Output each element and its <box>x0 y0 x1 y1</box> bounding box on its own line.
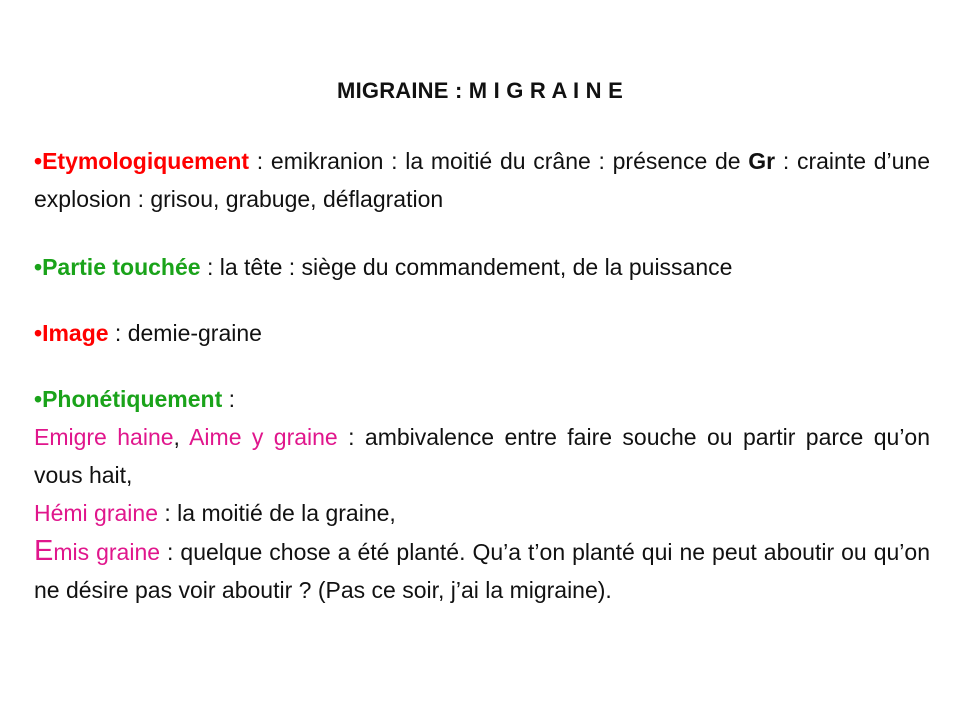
comma: , <box>173 424 190 450</box>
phonetic-colon: : <box>222 386 236 412</box>
affected-part-paragraph <box>34 248 930 286</box>
etymology-paragraph <box>34 142 930 218</box>
etymology-text-1: : emikranion : la moitié du crâne : présence de <box>249 148 749 174</box>
phonetic-line-1-text: : ambivalence entre faire souche ou partir parce qu’on vous hait, <box>34 424 931 488</box>
emigre-haine: Emigre haine <box>34 424 174 450</box>
phonetic-line-2 <box>34 494 930 532</box>
phonetic-line-1 <box>34 418 930 494</box>
image-label: Image <box>42 320 109 346</box>
phonetic-line-2-text: : la moitié de la graine, <box>158 500 396 526</box>
phonetic-heading <box>34 380 930 418</box>
etymology-label: Etymologiquement <box>42 148 250 174</box>
affected-part-label: Partie touchée <box>42 254 201 280</box>
bullet: • <box>34 386 43 412</box>
emis-graine: mis graine <box>53 539 161 565</box>
emis-initial: E <box>34 535 54 567</box>
etymology-text-2: : crainte d’une explosion : grisou, grabuge, déflagration <box>34 148 930 212</box>
affected-part-text: : la tête : siège du commandement, de la puissance <box>200 254 733 280</box>
phonetic-label: Phonétiquement <box>42 386 223 412</box>
bullet: • <box>34 254 43 280</box>
phonetic-paragraph <box>34 380 930 609</box>
bullet: • <box>34 320 43 346</box>
gr-label: Gr <box>748 148 776 174</box>
bullet: • <box>34 148 43 174</box>
slide-title: MIGRAINE : M I G R A I N E <box>337 78 623 103</box>
image-text: : demie-graine <box>108 320 262 346</box>
image-paragraph <box>34 314 930 352</box>
aime-y-graine: Aime y graine <box>189 424 338 450</box>
hemi-graine: Hémi graine <box>34 500 158 526</box>
phonetic-line-3-text: : quelque chose a été planté. Qu’a t’on planté qui ne peut aboutir ou qu’on ne désire pas voir aboutir ? (Pas ce soir, j’ai la migraine). <box>34 539 930 603</box>
phonetic-line-3 <box>34 532 930 609</box>
